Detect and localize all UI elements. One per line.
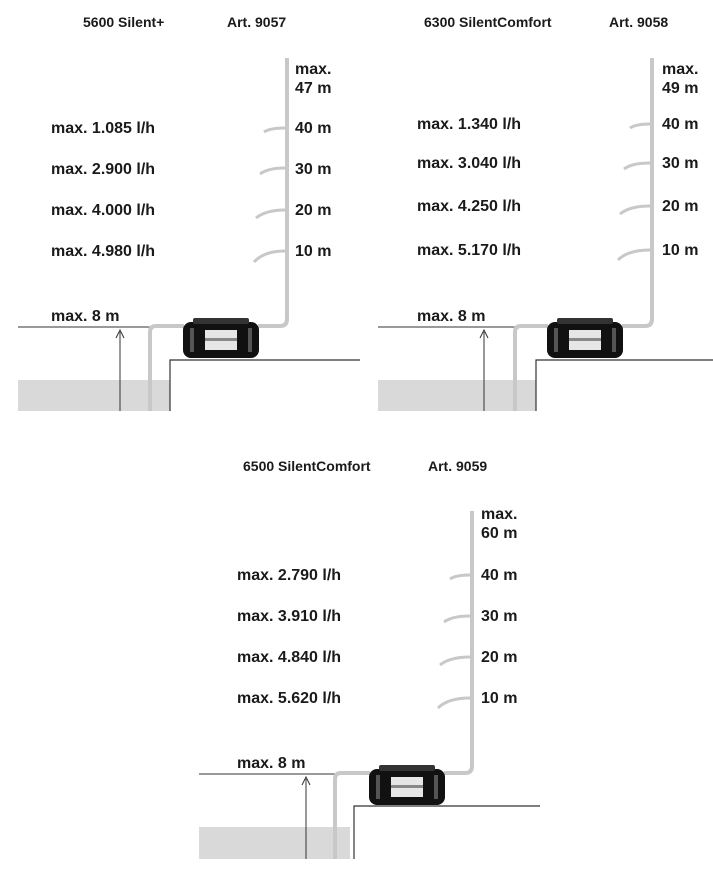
- flow-rate-label: max. 2.790 l/h: [237, 567, 342, 584]
- flow-rate-label: max. 5.620 l/h: [237, 690, 342, 707]
- pump-icon: [369, 765, 445, 805]
- head-height-label: 20 m: [481, 649, 518, 666]
- article-number: Art. 9058: [609, 14, 669, 30]
- water-source: [378, 380, 536, 411]
- flow-rate-label: max. 4.980 l/h: [51, 243, 156, 260]
- pressure-pipe: [258, 58, 287, 326]
- flow-rate-label: max. 1.085 l/h: [51, 120, 156, 137]
- pressure-pipe: [444, 511, 472, 773]
- flow-rate-label: max. 4.840 l/h: [237, 649, 342, 666]
- flow-rate-label: max. 5.170 l/h: [417, 242, 522, 259]
- water-jet-icons: [618, 124, 650, 260]
- model-name: 5600 Silent+: [83, 14, 165, 30]
- flow-rate-label: max. 4.000 l/h: [51, 202, 156, 219]
- head-height-label: 30 m: [481, 608, 518, 625]
- flow-rate-label: max. 3.910 l/h: [237, 608, 342, 625]
- suction-height-label: max. 8 m: [237, 755, 306, 772]
- article-number: Art. 9057: [227, 14, 287, 30]
- head-height-label: 40 m: [295, 120, 332, 137]
- article-number: Art. 9059: [428, 458, 488, 474]
- suction-height-label: max. 8 m: [51, 308, 120, 325]
- ground-step: [354, 806, 540, 859]
- pressure-pipe: [622, 58, 652, 326]
- head-height-label: 10 m: [481, 690, 518, 707]
- flow-rate-label: max. 1.340 l/h: [417, 116, 522, 133]
- max-head-label: max. 49 m: [662, 61, 699, 97]
- installation-diagram: [360, 0, 713, 430]
- head-height-label: 30 m: [662, 155, 699, 172]
- max-head-label: max. 47 m: [295, 61, 332, 97]
- ground-step: [536, 360, 713, 411]
- head-height-label: 10 m: [662, 242, 699, 259]
- head-height-label: 20 m: [295, 202, 332, 219]
- pump-panel-9058: [360, 0, 713, 430]
- model-name: 6500 SilentComfort: [243, 458, 371, 474]
- flow-rate-label: max. 4.250 l/h: [417, 198, 522, 215]
- water-jet-icons: [438, 575, 470, 708]
- pump-icon: [183, 318, 259, 358]
- suction-height-label: max. 8 m: [417, 308, 486, 325]
- water-source: [18, 380, 170, 411]
- pump-panel-9057: [0, 0, 360, 430]
- model-name: 6300 SilentComfort: [424, 14, 552, 30]
- water-jet-icons: [254, 128, 285, 262]
- pump-icon: [547, 318, 623, 358]
- head-height-label: 40 m: [481, 567, 518, 584]
- pump-panel-9059: [180, 445, 560, 870]
- head-height-label: 40 m: [662, 116, 699, 133]
- flow-rate-label: max. 3.040 l/h: [417, 155, 522, 172]
- max-head-label: max. 60 m: [481, 506, 518, 542]
- water-source: [199, 827, 350, 859]
- head-height-label: 20 m: [662, 198, 699, 215]
- head-height-label: 30 m: [295, 161, 332, 178]
- flow-rate-label: max. 2.900 l/h: [51, 161, 156, 178]
- head-height-label: 10 m: [295, 243, 332, 260]
- ground-step: [170, 360, 360, 411]
